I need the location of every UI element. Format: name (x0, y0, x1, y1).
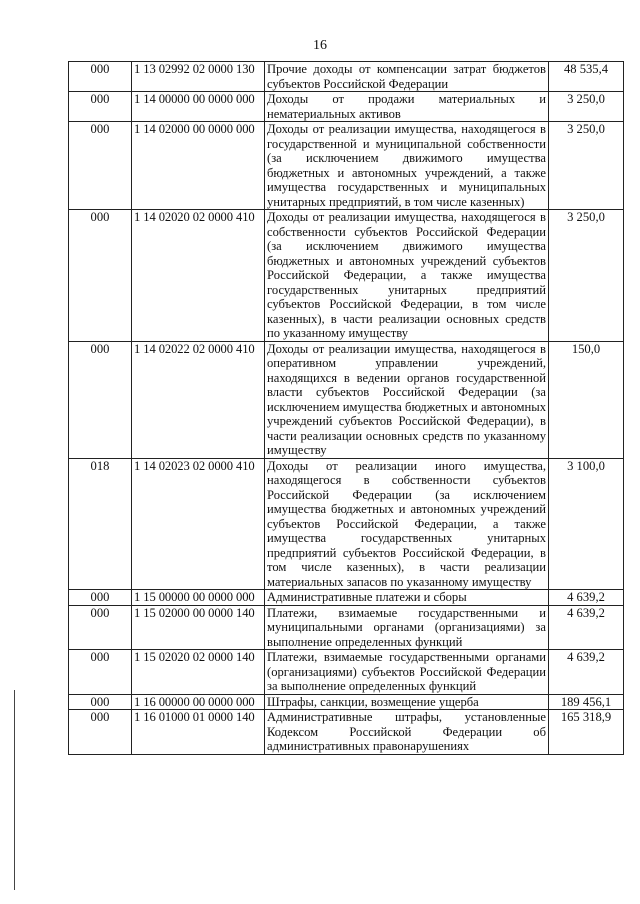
amount-cell: 4 639,2 (549, 605, 624, 650)
table-row (69, 341, 624, 458)
page-number: 16 (313, 38, 327, 53)
budget-code-cell: 1 16 00000 00 0000 000 (132, 694, 265, 710)
revenue-name-cell: Платежи, взимаемые государственными органами (организациями) субъектов Российской Федерации за выполнение определенных функций (265, 650, 549, 695)
amount-cell: 150,0 (549, 341, 624, 458)
budget-code-cell: 1 16 01000 01 0000 140 (132, 710, 265, 755)
table-row (69, 650, 624, 695)
amount-cell: 3 100,0 (549, 458, 624, 590)
revenue-name-cell: Доходы от реализации имущества, находящегося в государственной и муниципальной собственности (за исключением движимого имущества бюджетных и автономных учреждений, а также имущества государственных и муниципальных унитарных предприятий, в том числе казенных) (265, 122, 549, 210)
revenue-name-cell: Прочие доходы от компенсации затрат бюджетов субъектов Российской Федерации (265, 62, 549, 92)
revenue-table (68, 61, 624, 755)
revenue-name-cell: Доходы от продажи материальных и нематериальных активов (265, 92, 549, 122)
revenue-name-cell: Административные штрафы, установленные Кодексом Российской Федерации об административных правонарушениях (265, 710, 549, 755)
admin-code-cell: 000 (69, 92, 132, 122)
table-row (69, 210, 624, 342)
admin-code-cell: 000 (69, 590, 132, 606)
table-row (69, 62, 624, 92)
revenue-name-cell: Доходы от реализации иного имущества, находящегося в собственности субъектов Российской Федерации (за исключением имущества бюджетных и автономных учреждений субъектов Российской Федерации, а также имущества государственных унитарных предприятий субъектов Российской Федерации, в том числе казенных), в части реализации материальных запасов по указанному имуществу (265, 458, 549, 590)
revenue-name-cell: Доходы от реализации имущества, находящегося в оперативном управлении учреждений, находящихся в ведении органов государственной власти субъектов Российской Федерации (за исключением имущества бюджетных и автономных учреждений субъектов Российской Федерации), в части реализации основных средств по указанному имуществу (265, 341, 549, 458)
revenue-name-cell: Платежи, взимаемые государственными и муниципальными органами (организациями) за выполнение определенных функций (265, 605, 549, 650)
amount-cell: 165 318,9 (549, 710, 624, 755)
budget-code-cell: 1 13 02992 02 0000 130 (132, 62, 265, 92)
budget-code-cell: 1 14 02022 02 0000 410 (132, 341, 265, 458)
revenue-name-cell: Штрафы, санкции, возмещение ущерба (265, 694, 549, 710)
table-row (69, 122, 624, 210)
amount-cell: 3 250,0 (549, 92, 624, 122)
revenue-name-cell: Административные платежи и сборы (265, 590, 549, 606)
admin-code-cell: 000 (69, 710, 132, 755)
amount-cell: 3 250,0 (549, 210, 624, 342)
table-row (69, 710, 624, 755)
revenue-table-body (69, 62, 624, 755)
amount-cell: 48 535,4 (549, 62, 624, 92)
amount-cell: 4 639,2 (549, 590, 624, 606)
budget-code-cell: 1 14 02000 00 0000 000 (132, 122, 265, 210)
budget-code-cell: 1 14 02023 02 0000 410 (132, 458, 265, 590)
budget-code-cell: 1 15 00000 00 0000 000 (132, 590, 265, 606)
table-row (69, 92, 624, 122)
amount-cell: 4 639,2 (549, 650, 624, 695)
admin-code-cell: 000 (69, 605, 132, 650)
budget-code-cell: 1 14 00000 00 0000 000 (132, 92, 265, 122)
scan-edge-mark (14, 690, 15, 890)
admin-code-cell: 000 (69, 210, 132, 342)
table-row (69, 694, 624, 710)
amount-cell: 189 456,1 (549, 694, 624, 710)
admin-code-cell: 000 (69, 694, 132, 710)
table-row (69, 605, 624, 650)
admin-code-cell: 000 (69, 650, 132, 695)
admin-code-cell: 000 (69, 341, 132, 458)
table-row (69, 590, 624, 606)
admin-code-cell: 000 (69, 62, 132, 92)
budget-code-cell: 1 15 02000 00 0000 140 (132, 605, 265, 650)
budget-code-cell: 1 15 02020 02 0000 140 (132, 650, 265, 695)
amount-cell: 3 250,0 (549, 122, 624, 210)
table-row (69, 458, 624, 590)
budget-code-cell: 1 14 02020 02 0000 410 (132, 210, 265, 342)
admin-code-cell: 018 (69, 458, 132, 590)
revenue-name-cell: Доходы от реализации имущества, находящегося в собственности субъектов Российской Федерации (за исключением движимого имущества бюджетных и автономных учреждений субъектов Российской Федерации, а также имущества государственных унитарных предприятий субъектов Российской Федерации, в том числе казенных), в части реализации основных средств по указанному имуществу (265, 210, 549, 342)
admin-code-cell: 000 (69, 122, 132, 210)
